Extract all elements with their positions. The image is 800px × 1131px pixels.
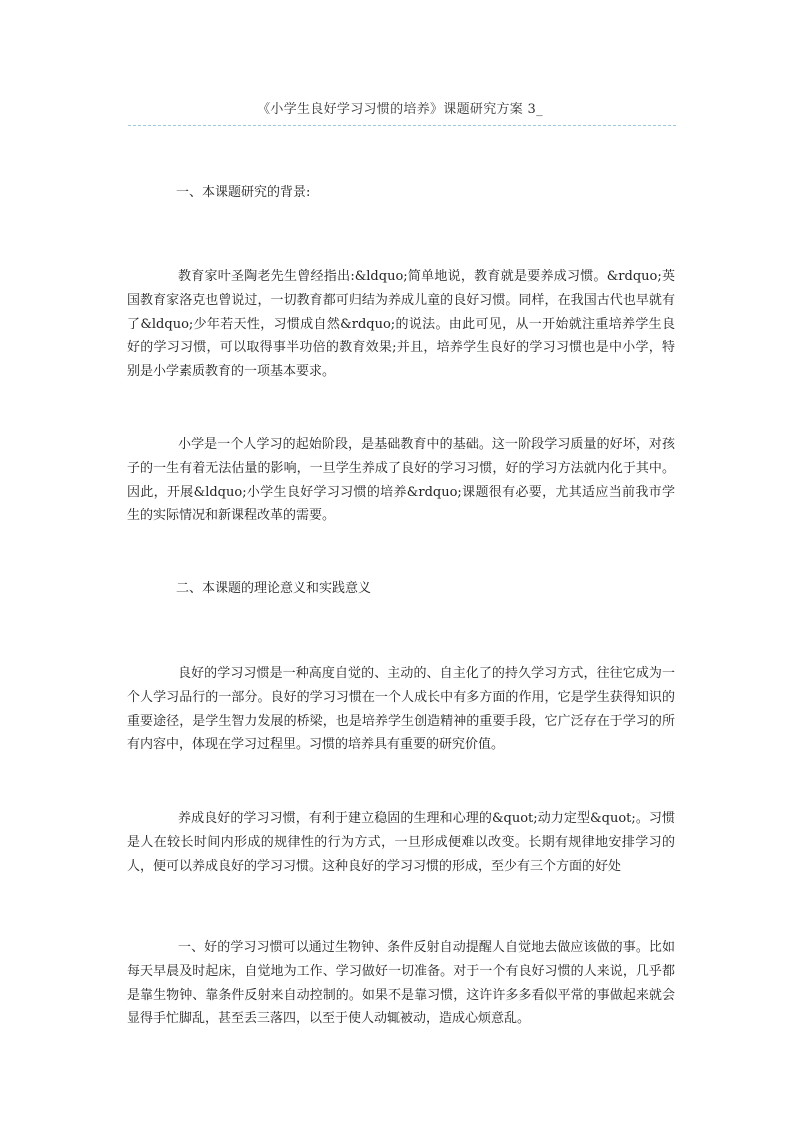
- section-heading-background: 一、本课题研究的背景:: [176, 185, 311, 200]
- paragraph-significance-3: 一、好的学习习惯可以通过生物钟、条件反射自动提醒人自觉地去做应该做的事。比如每天早晨及时起床，自觉地为工作、学习做好一切准备。对于一个有良好习惯的人来说，几乎都是靠生物钟、靠条件反射来自动控制的。如果不是靠习惯，这许许多多看似平常的事做起来就会显得手忙脚乱，甚至丢三落四，以至于使人动辄被动，造成心烦意乱。: [127, 940, 675, 1027]
- paragraph-significance-1: 良好的学习习惯是一种高度自觉的、主动的、自主化了的持久学习方式，往往它成为一个人学习品行的一部分。良好的学习习惯在一个人成长中有多方面的作用，它是学生获得知识的重要途径，是学生智力发展的桥梁，也是培养学生创造精神的重要手段，它广泛存在于学习的所有内容中，体现在学习过程里。习惯的培养具有重要的研究价值。: [127, 666, 675, 753]
- paragraph-background-2: 小学是一个人学习的起始阶段，是基础教育中的基础。这一阶段学习质量的好坏，对孩子的一生有着无法估量的影响，一旦学生养成了良好的学习习惯，好的学习方法就内化于其中。因此，开展&ldquo;小学生良好学习习惯的培养&rdquo;课题很有必要，尤其适应当前我市学生的实际情况和新课程改革的需要。: [127, 437, 675, 524]
- paragraph-background-1: 教育家叶圣陶老先生曾经指出:&ldquo;简单地说，教育就是要养成习惯。&rdquo;英国教育家洛克也曾说过，一切教育都可归结为养成儿童的良好习惯。同样，在我国古代也早就有了&ldquo;少年若天性，习惯成自然&rdquo;的说法。由此可见，从一开始就注重培养学生良好的学习习惯，可以取得事半功倍的教育效果;并且，培养学生良好的学习习惯也是中小学，特别是小学素质教育的一项基本要求。: [127, 269, 675, 380]
- paragraph-significance-2: 养成良好的学习习惯，有利于建立稳固的生理和心理的&quot;动力定型&quot;。习惯是人在较长时间内形成的规律性的行为方式，一旦形成便难以改变。长期有规律地安排学习的人，便可以养成良好的学习习惯。这种良好的学习习惯的形成，至少有三个方面的好处: [127, 811, 675, 874]
- document-title: 《小学生良好学习习惯的培养》课题研究方案 3_: [257, 102, 543, 117]
- section-heading-significance: 二、本课题的理论意义和实践意义: [176, 581, 372, 596]
- title-divider: [128, 125, 676, 126]
